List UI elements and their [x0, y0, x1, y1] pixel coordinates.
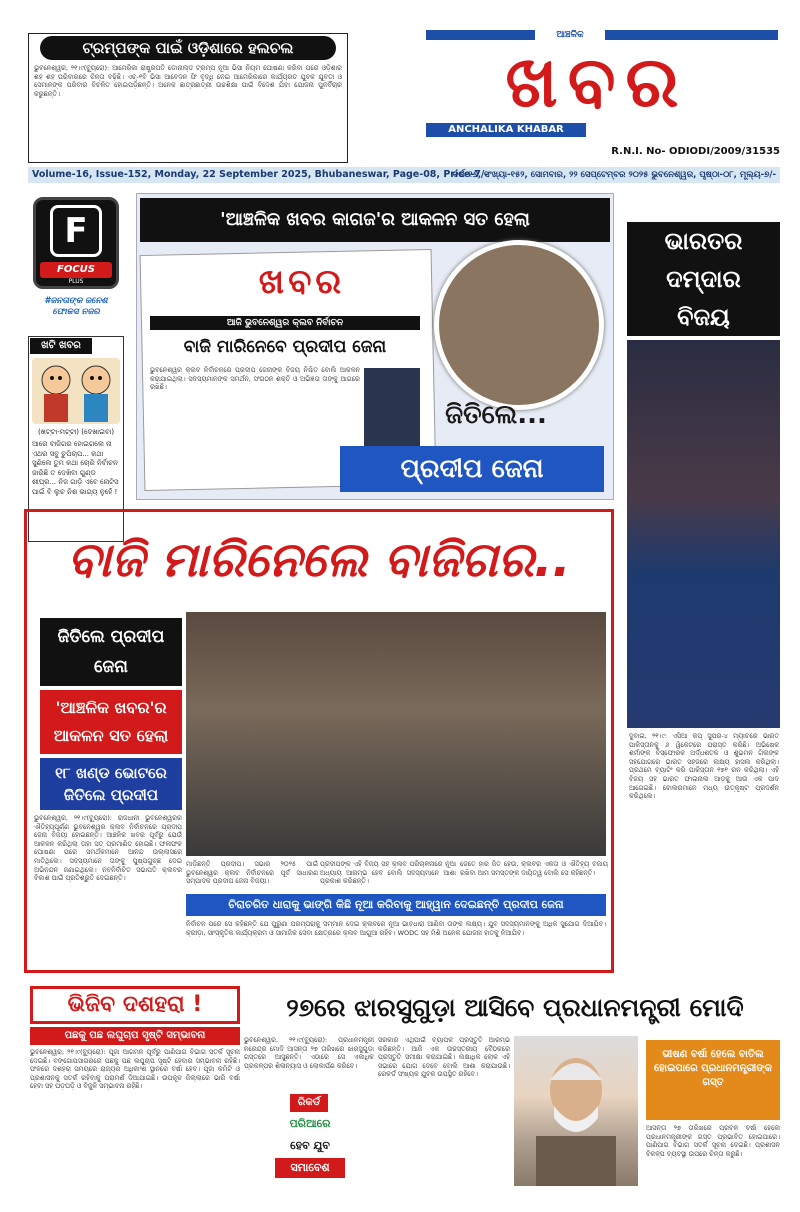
- masthead-logo[interactable]: ଖବର: [505, 41, 689, 123]
- modi-headline[interactable]: ୨୭ରେ ଝାରସୁଗୁଡ଼ା ଆସିବେ ପ୍ରଧାନମନ୍ତ୍ରୀ ମୋଦି: [286, 993, 744, 1022]
- modi-body-col2: ସରକାର ଏଥିପାଇଁ ବ୍ୟାପକ ପ୍ରସ୍ତୁତି ଆରମ୍ଭ କରିଛନ୍ତି। ଆଜି ଏକ ଉଚ୍ଚସ୍ତରୀୟ ବୈଠକରେ ପ୍ରସ୍ତୁତି ସମୀକ୍ଷା କରାଯାଇଛି। ଲକ୍ଷାଧିକ ଲୋକ ଏହି ସଭାରେ ଯୋଗ ଦେବେ ବୋଲି ଆଶା କରାଯାଉଛି। ରେକର୍ଡ ସଂଖ୍ୟକ ଯୁବକ ଉପସ୍ଥିତ ରହିବେ।: [378, 1036, 510, 1079]
- main-headline[interactable]: ବାଜି ମାରିନେଲେ ବାଜିଗର..: [67, 532, 571, 588]
- dateline-english: Volume-16, Issue-152, Monday, 22 September 2025, Bhubaneswar, Page-08, Price-7/-: [32, 169, 489, 180]
- modi-photo: [514, 1036, 638, 1186]
- masthead-tag: ଆଞ୍ଚଳିକ: [535, 29, 605, 41]
- rni-number: R.N.I. No- ODIODI/2009/31535: [611, 146, 780, 157]
- promo-win-text: ଜିତିଲେ...: [445, 400, 547, 430]
- modi-body-col1: ଭୁବନେଶ୍ୱର, ୨୧।୯(ବ୍ୟୁରୋ): ପ୍ରଧାନମନ୍ତ୍ରୀ ନରେନ୍ଦ୍ର ମୋଦି ଆସନ୍ତା ୨୭ ତାରିଖରେ ଝାରସୁଗୁଡ଼ା ଗସ୍ତରେ ଆସୁଛନ୍ତି। ଏଠାରେ ସେ ଏକାଧିକ ପ୍ରକଳ୍ପର ଶିଳାନ୍ୟାସ ଓ ଲୋକାର୍ପଣ କରିବେ।: [244, 1036, 374, 1070]
- main-body-col3: ଜେତେ ହାର ଜିତ ହେଉ, କ୍ଲବର ଏକତା ଓ ଐତିହ୍ୟ ବଜାୟ ରଖିବା ଆମ ସମସ୍ତଙ୍କ ଦାୟିତ୍ୱ ବୋଲି ସେ କହିଛନ୍ତି।: [460, 860, 608, 877]
- india-title-line-2[interactable]: ଦମ୍‌ଦାର: [666, 265, 741, 293]
- main-photo-caption: ମାଡ଼ିଛନ୍ତି ପ୍ରଦୀପ। ସଭାର ୨୦୨୫ ପାଇଁ ଭୁବନେଶ୍ୱର କ୍ଲବ ନିର୍ବାଚନରେ ପୂର୍ବ ସାଧାରଣ ସମ୍ପାଦକ ପ୍ରଦୀପ ଜେନା ବିଜୟୀ।: [186, 860, 318, 886]
- focus-caption: #ଜନତାଙ୍କ ଜନେଶ ଫୋକସ ନଜର: [44, 296, 108, 317]
- india-title-line-3[interactable]: ବିଜୟ: [677, 303, 730, 331]
- main-subheadline: ଚିରାଚରିତ ଧାରାକୁ ଭାଙ୍ଗି କିଛି ନୂଆ କରିବାକୁ ଆହ୍ୱାନ ଦେଇଛନ୍ତି ପ୍ରଦୀପ ଜେନା: [186, 894, 606, 916]
- masthead-english-name: ANCHALIKA KHABAR: [426, 123, 586, 137]
- main-bar-votes: ୧୮ ଖଣ୍ଡ ଭୋଟରେ ଜିତିଲେ ପ୍ରଦୀପ: [40, 758, 182, 810]
- modi-callout-3: ହେବ ଯୁବ: [290, 1139, 330, 1152]
- top-story-body: ଭୁବନେଶ୍ୱର, ୨୧।୯(ବ୍ୟୁରୋ): ଆମେରିକା ରାଷ୍ଟ୍ରପତି ଡୋନାଲ୍ଡ ଟ୍ରମ୍ପ ନୂଆ ଭିସା ନିୟମ ଘୋଷଣା କରିବା ପରେ ଓଡ଼ିଶାର ଶହ ଶହ ପରିବାରରେ ଚିନ୍ତା ବଢ଼ିଛି। ଏଚ୍-୧ବି ଭିସା ଆବେଦନ ଫି ବୃଦ୍ଧି ନେଇ ଆମେରିକାରେ କାର୍ଯ୍ୟରତ ଯୁବକ ଯୁବତୀ ଓ ସେମାନଙ୍କ ପରିବାର ବିଚଳିତ ହୋଇପଡ଼ିଛନ୍ତି। ଅନେକ ଛାତ୍ରଛାତ୍ରୀ ଉଚ୍ଚଶିକ୍ଷା ପାଇଁ ବିଦେଶ ଯିବା ଯୋଜନା ପୁନର୍ବିଚାର କରୁଛନ୍ତି।: [34, 64, 342, 98]
- modi-portrait-icon: [514, 1036, 638, 1186]
- india-title-line-1[interactable]: ଭାରତର: [664, 227, 743, 255]
- main-body-bottom: ନିର୍ବାଚନ ପରେ ସେ କହିଛନ୍ତି ଯେ ପୁରୁଣା ପରମ୍ପରାକୁ ସମ୍ମାନ ଦେଇ କ୍ଲବରେ ନୂଆ ଭାବଧାରା ଆଣିବା ତାଙ୍କ ଲକ୍ଷ୍ୟ। ଯୁବ ସଦସ୍ୟମାନଙ୍କୁ ଅଧିକ ସୁଯୋଗ ଦିଆଯିବ। କ୍ରୀଡ଼ା, ସାଂସ୍କୃତିକ କାର୍ଯ୍ୟକ୍ରମ ଓ ସାମାଜିକ ସେବା କ୍ଷେତ୍ରରେ କ୍ଲବ ଆଗୁଆ ରହିବ। WODC ସହ ମିଶି ଅନେକ ଯୋଜନା ହାତକୁ ନିଆଯିବ।: [186, 920, 606, 937]
- khati-text: ଆରେ ବାଜିଗର ହୋଇଗଲେ ନା ଏଥର ସବୁ ଚୁପିଚାପ... କଥା ସୁଣିଲେ ତୁମ କଥା ଚୋରି ନିର୍ବାଚନ ଜାରିଛି ତ ଦେଖିବା ଗୁଣ୍ଡ ଶୀଘ୍ର... ନିଜ ଗାଡ଼ି ଏବେ ନୋଟିସ ପାଇଁ ବି ଲୁଚ ନିଶ ଭାଗ୍ୟ ନୁହେଁ !: [32, 440, 119, 496]
- modi-callout-2: ପରିଆରେ: [289, 1117, 331, 1130]
- cartoon-figures-icon: [32, 358, 120, 424]
- focus-label: FOCUS: [40, 262, 112, 278]
- top-story-headline[interactable]: ଟ୍ରମ୍ପଙ୍କ ପାଇଁ ଓଡ଼ିଶାରେ ହଲଚଲ: [40, 36, 336, 60]
- modi-callout-1: ରିକର୍ଡ: [290, 1094, 328, 1112]
- promo-headline[interactable]: 'ଆଞ୍ଚଳିକ ଖବର କାଗଜ'ର ଆକଳନ ସତ ହେଲା: [140, 198, 610, 242]
- promo-paper-logo: ଖବର: [258, 262, 346, 302]
- promo-paper-bar: ଆଜି ଭୁବନେଶ୍ୱର କ୍ଲବ ନିର୍ବାଚନ: [150, 316, 420, 330]
- dussehra-headline[interactable]: ଭିଜିବ ଦଶହରା !: [30, 986, 240, 1024]
- promo-portrait-photo: [434, 240, 604, 410]
- modi-callout-4: ସମାବେଶ: [275, 1158, 345, 1178]
- dussehra-subheadline: ପଛକୁ ପଛ ଲଘୁଚାପ ସୃଷ୍ଟି ସମ୍ଭାବନା: [30, 1027, 240, 1045]
- main-body-col2: ପ୍ରଦୀପଙ୍କ ଏହି ବିଜୟ ସହ କ୍ଲବ ପରିଚାଳନାରେ ନୂଆ ଅଧ୍ୟାୟ ଆରମ୍ଭ ହେବ ବୋଲି ସଦସ୍ୟମାନେ ଆଶା ପ୍ରକାଶ କରିଛନ୍ତି।: [320, 860, 456, 886]
- main-bar-won: ଜିତିଲେ ପ୍ରଦୀପ ଜେନା: [40, 618, 182, 686]
- main-celebration-photo: [186, 612, 606, 856]
- promo-name-banner: ପ୍ରଦୀପ ଜେନା: [340, 446, 604, 492]
- cricket-player-photo: [627, 340, 780, 728]
- cartoon-image: [32, 358, 120, 424]
- rain-body: ଆସନ୍ତା ୨୭ ତାରିଖରେ ପ୍ରବଳ ବର୍ଷା ହେଲେ ପ୍ରଧାନମନ୍ତ୍ରୀଙ୍କ ଗସ୍ତ ପ୍ରଭାବିତ ହୋଇପାରେ। ପାଣିପାଗ ବିଭାଗ ସତର୍କ ସୂଚନା ଦେଇଛି। ପ୍ରଶାସନ ବିକଳ୍ପ ବ୍ୟବସ୍ଥା ଉପରେ ଚିନ୍ତା କରୁଛି।: [646, 1124, 780, 1158]
- main-body-left: ଭୁବନେଶ୍ୱର, ୨୧।୯(ବ୍ୟୁରୋ): ରାଜଧାନୀ ଭୁବନେଶ୍ୱରର ଐତିହ୍ୟପୂର୍ଣ୍ଣ ଭୁବନେଶ୍ୱର କ୍ଲବ ନିର୍ବାଚନରେ ପ୍ରଦୀପ ଜେନା ବିଜୟୀ ହୋଇଛନ୍ତି। ଆଞ୍ଚଳିକ ଖବର ପୂର୍ବରୁ ଯେଉଁ ଆକଳନ କରିଥିଲା ତାହା ସତ ପ୍ରମାଣିତ ହୋଇଛି। ଫଳାଫଳ ଘୋଷଣା ପରେ ସମର୍ଥକମାନେ ଆନନ୍ଦ ଉଲ୍ଲାସରେ ମାତିଥିଲେ। ସଦସ୍ୟମାନେ ତାଙ୍କୁ ପୁଷ୍ପଗୁଚ୍ଛ ଦେଇ ଅଭିନନ୍ଦନ ଜଣାଇଥିଲେ। ନବନିର୍ବାଚିତ ସଭାପତି କ୍ଲବର ବିକାଶ ପାଇଁ ପ୍ରତିଶ୍ରୁତି ଦେଇଛନ୍ତି।: [34, 814, 182, 883]
- cartoon-label: (ଖଟ୍ଟା-ମଟ୍ଟା) (ଦେଖାଇବା): [37, 428, 115, 436]
- khati-khabar-title: ଖଟି ଖବର: [30, 338, 92, 354]
- dussehra-body: ଭୁବନେଶ୍ୱର, ୨୧।୯(ବ୍ୟୁରୋ): ପୂଜା ଆଗମନ ପୂର୍ବରୁ ପାଣିପାଗ ବିଭାଗ ସତର୍କ ସୂଚନା ଦେଇଛି। ବଙ୍ଗୋପସାଗରରେ ପଛକୁ ପଛ ଲଘୁଚାପ ସୃଷ୍ଟି ହେବାର ସମ୍ଭାବନା ରହିଛି। ଫଳରେ ଦଶହରା ସମୟରେ ରାଜ୍ୟର ଅଧିକାଂଶ ସ୍ଥାନରେ ବର୍ଷା ହେବ। ପୂଜା କମିଟି ଓ ପ୍ରଶାସନକୁ ସତର୍କ ରହିବାକୁ ପରାମର୍ଶ ଦିଆଯାଇଛି। ଉପକୂଳ ଜିଲ୍ଲାରେ ଭାରି ବର୍ଷା ହେବା ସହ ଘଡ଼ଘଡ଼ି ଓ ବିଜୁଳି ସମ୍ଭାବନା ରହିଛି।: [30, 1048, 240, 1091]
- focus-plus-label: PLUS: [68, 278, 84, 285]
- promo-paper-photo: [364, 368, 420, 458]
- dateline-odia: ବର୍ଷ-୧୬, ସଂଖ୍ୟା-୧୫୨, ସୋମବାର, ୨୨ ସେପ୍ଟେମ୍ବର ୨୦୨୫ ଭୁବନେଶ୍ୱର, ପୃଷ୍ଠା-୦୮, ମୂଲ୍ୟ-୭/-: [452, 170, 776, 180]
- promo-paper-body: ଭୁବନେଶ୍ୱର କ୍ଲବ ନିର୍ବାଚନରେ ପ୍ରଦୀପ ଜେନାଙ୍କ ବିଜୟ ନିଶ୍ଚିତ ବୋଲି ଆକଳନ କରାଯାଇଥିଲା। ସଦସ୍ୟମାନଙ୍କ ସମର୍ଥନ, ସଂଗଠନ ଶକ୍ତି ଓ ଅଭିଜ୍ଞତା ତାଙ୍କୁ ଆଗରେ ରଖିଛି।: [150, 366, 360, 392]
- focus-f-icon: F: [50, 205, 102, 257]
- main-bar-prediction: 'ଆଞ୍ଚଳିକ ଖବର'ର ଆକଳନ ସତ ହେଲା: [40, 690, 182, 754]
- rain-headline[interactable]: ଭୀଷଣ ବର୍ଷା ହେଲେ ବାତିଲ ହୋଇପାରେ ପ୍ରଧାନମନ୍ତ୍ରୀଙ୍କ ଗସ୍ତ: [653, 1049, 773, 1088]
- promo-paper-headline: ବାଜି ମାରିନେବେ ପ୍ରଦୀପ ଜେନା: [183, 337, 387, 357]
- india-story-body: ଦୁବାଇ, ୨୧।୯: ଏସିଆ କପ୍ ସୁପର-୪ ମ୍ୟାଚରେ ଭାରତ ପାକିସ୍ତାନକୁ ୬ ୱିକେଟରେ ପରାସ୍ତ କରିଛି। ଅଭିଷେକ ଶର୍ମାଙ୍କ ବିସ୍ଫୋରକ ଅର୍ଦ୍ଧଶତକ ଓ ଶୁଭମନ ଗିଲଙ୍କ ସହଯୋଗରେ ଭାରତ ସହଜରେ ଲକ୍ଷ୍ୟ ହାସଲ କରିଥିଲା। ପ୍ରଥମେ ବ୍ୟାଟିଂ କରି ପାକିସ୍ତାନ ୧୭୧ ରନ କରିଥିଲା। ଏହି ବିଜୟ ସହ ଭାରତ ଫାଇନାଲ ଆଡ଼କୁ ଆଉ ଏକ ପାଦ ଆଗେଇଛି। ବୋଲରମାନେ ମଧ୍ୟ ଉତ୍କୃଷ୍ଟ ପ୍ରଦର୍ଶନ କରିଥିଲେ।: [629, 732, 779, 801]
